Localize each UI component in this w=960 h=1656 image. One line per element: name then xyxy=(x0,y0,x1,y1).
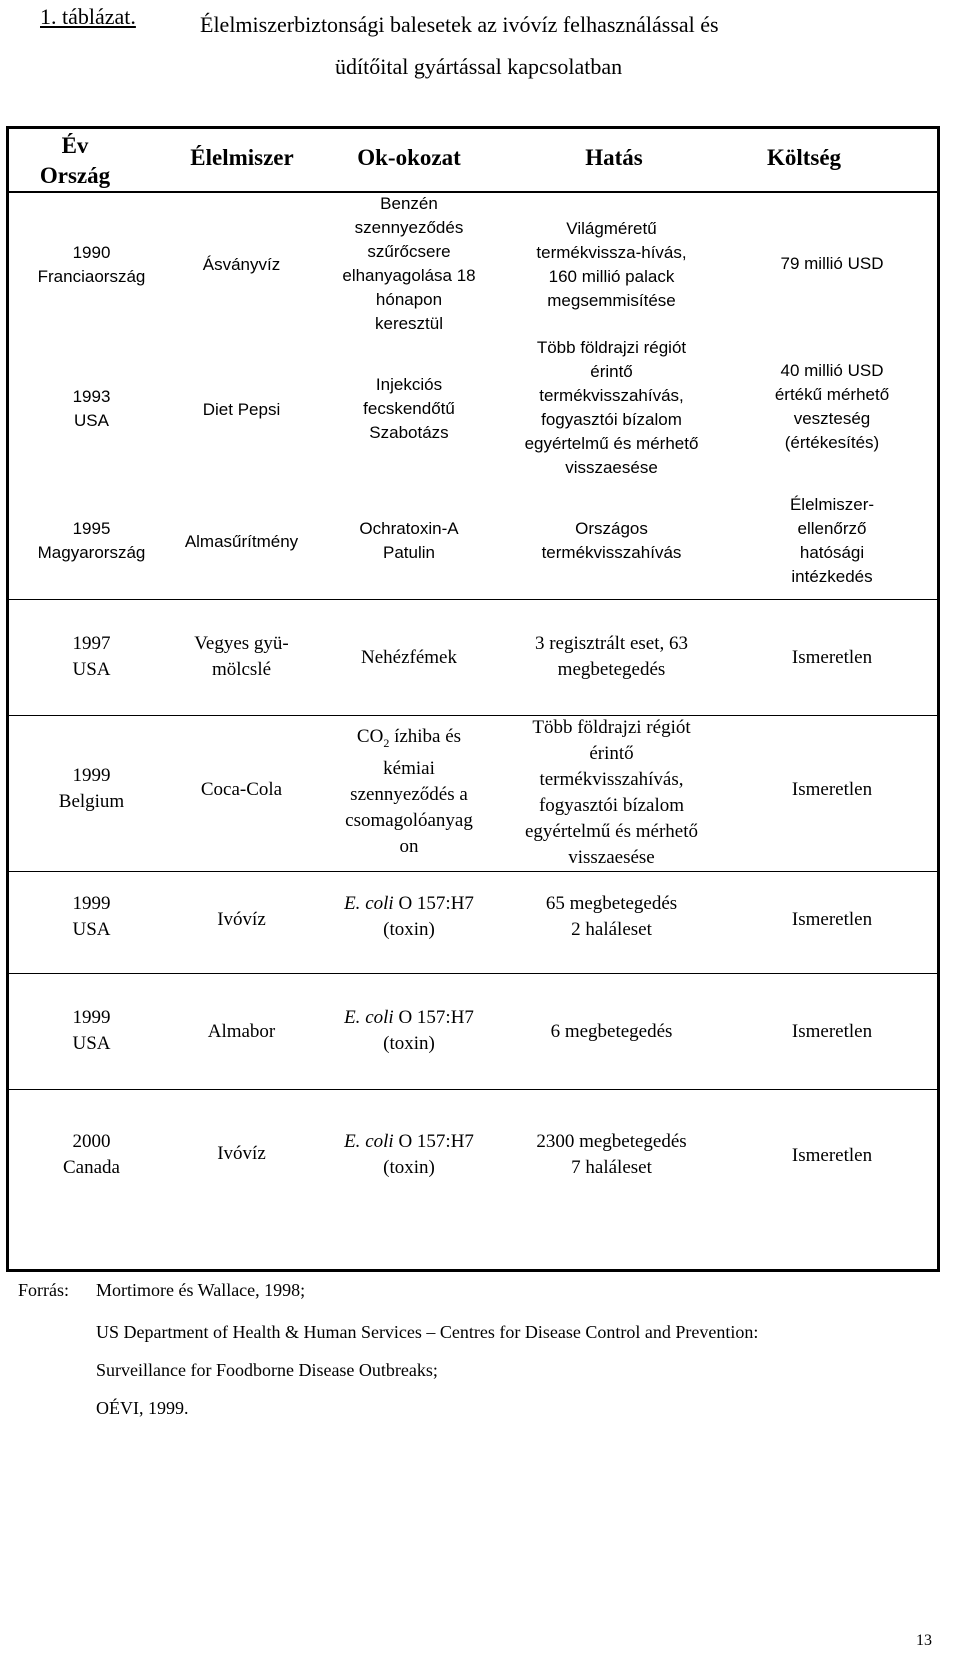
header-cause: Ok-okozat xyxy=(357,145,461,170)
row-7-effect: 6 megbetegedés xyxy=(550,1021,673,1042)
row-1-food: Ásványvíz xyxy=(202,255,281,274)
row-5-cause: $CO_2$ ízhiba és kémiai szennyeződés a csomagolóanyag on xyxy=(345,726,473,857)
source-label: Forrás: xyxy=(18,1280,69,1300)
row-2-cost: 40 millió USD értékű mérhető veszteség (értékesítés) xyxy=(774,361,890,452)
row-8-effect: 2300 megbetegedés 7 haláleset xyxy=(536,1131,687,1178)
header-cost: Költség xyxy=(766,145,842,170)
row-3-food: Almasűrítmény xyxy=(184,532,299,551)
row-8-year-country: 2000 Canada xyxy=(63,1131,120,1178)
row-separator xyxy=(9,715,937,716)
row-3-cost: Élelmiszer- ellenőrző hatósági intézkedés xyxy=(789,495,875,586)
header-food: Élelmiszer xyxy=(190,145,294,170)
incident-table xyxy=(6,126,940,1272)
row-3-cause: Ochratoxin-A Patulin xyxy=(359,519,459,562)
row-6-effect: 65 megbetegedés 2 haláleset xyxy=(545,893,678,940)
row-6-cause: E. coli O 157:H7 (toxin) xyxy=(344,893,474,940)
table-caption-title xyxy=(200,4,860,88)
row-5-year-country: 1999 Belgium xyxy=(58,765,125,812)
row-6-year-country: 1999 USA xyxy=(72,893,111,940)
row-separator xyxy=(9,1089,937,1090)
page-number: 13 xyxy=(916,1632,932,1649)
header-year: Év xyxy=(61,133,89,158)
caption-title-line-2: üdítőital gyártással kapcsolatban xyxy=(335,54,623,79)
row-5-effect: Több földrajzi régiót érintő termékvisszahívás, fogyasztói bízalom egyértelmű és mérhető visszaesése xyxy=(524,717,699,868)
table-caption-label: 1. táblázat. xyxy=(40,4,136,29)
header-country: Ország xyxy=(39,163,111,188)
row-7-year-country: 1999 USA xyxy=(72,1007,111,1054)
row-4-effect: 3 regisztrált eset, 63 megbetegedés xyxy=(534,633,688,680)
row-4-cost: Ismeretlen xyxy=(791,647,873,668)
row-1-year-country: 1990 Franciaország xyxy=(37,243,146,286)
row-3-year-country: 1995 Magyarország xyxy=(37,519,146,562)
row-6-food: Ivóvíz xyxy=(217,909,266,930)
row-1-cause: Benzén szennyeződés szűrőcsere elhanyagolása 18 hónapon keresztül xyxy=(342,194,476,333)
source-line: OÉVI, 1999. xyxy=(96,1398,189,1418)
row-6-cost: Ismeretlen xyxy=(791,909,873,930)
row-4-year-country: 1997 USA xyxy=(72,633,111,680)
row-8-cause: E. coli O 157:H7 (toxin) xyxy=(344,1131,474,1178)
source-line: US Department of Health & Human Services – Centres for Disease Control and Prevention: xyxy=(96,1322,759,1342)
row-1-cost: 79 millió USD xyxy=(780,254,884,273)
caption-title-line-1: Élelmiszerbiztonsági balesetek az ivóvíz felhasználással és xyxy=(200,12,719,37)
row-2-cause: Injekciós fecskendőtű Szabotázs xyxy=(363,375,455,442)
source-line: Mortimore és Wallace, 1998; xyxy=(96,1280,306,1300)
row-separator xyxy=(9,871,937,872)
row-2-effect: Több földrajzi régiót érintő termékvisszahívás, fogyasztói bízalom egyértelmű és mérhető visszaesése xyxy=(524,338,699,477)
row-4-cause: Nehézfémek xyxy=(361,647,457,668)
header-effect: Hatás xyxy=(585,145,643,170)
row-7-cost: Ismeretlen xyxy=(791,1021,873,1042)
row-separator xyxy=(9,973,937,974)
row-4-food: Vegyes gyü- mölcslé xyxy=(194,633,289,680)
row-separator xyxy=(9,599,937,600)
row-1-effect: Világméretű termékvissza-hívás, 160 millió palack megsemmisítése xyxy=(536,219,687,310)
header-year-country xyxy=(9,131,141,191)
row-8-food: Ivóvíz xyxy=(217,1143,266,1164)
row-5-cost: Ismeretlen xyxy=(791,779,873,800)
row-5-food: Coca-Cola xyxy=(200,779,283,800)
row-8-cost: Ismeretlen xyxy=(791,1145,873,1166)
row-2-year-country: 1993 USA xyxy=(72,387,111,430)
row-7-food: Almabor xyxy=(207,1021,276,1042)
row-3-effect: Országos termékvisszahívás xyxy=(541,519,682,562)
row-7-cause: E. coli O 157:H7 (toxin) xyxy=(344,1007,474,1054)
row-2-food: Diet Pepsi xyxy=(202,400,281,419)
source-line: Surveillance for Foodborne Disease Outbreaks; xyxy=(96,1360,438,1380)
